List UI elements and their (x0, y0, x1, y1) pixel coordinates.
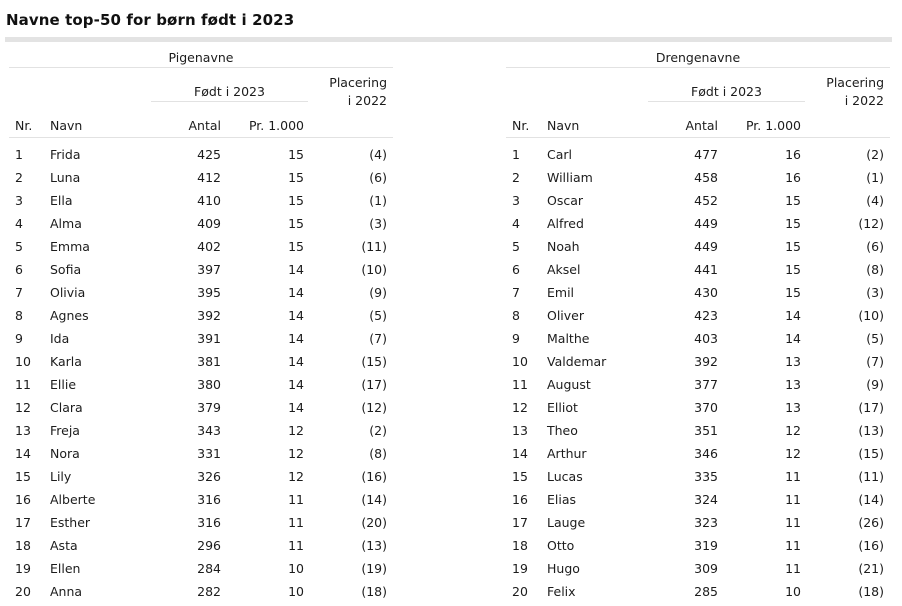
count-cell: 381 (197, 354, 221, 369)
per-thousand-cell: 10 (785, 584, 801, 599)
rank-cell: 5 (512, 239, 520, 254)
per-thousand-cell: 14 (785, 308, 801, 323)
name-cell: Oscar (547, 193, 584, 208)
table-row (506, 421, 890, 444)
table-row (506, 306, 890, 329)
count-cell: 323 (694, 515, 718, 530)
rank-cell: 17 (512, 515, 528, 530)
per-thousand-cell: 15 (288, 147, 304, 162)
rank-2022-cell: (15) (361, 354, 387, 369)
name-cell: Luna (50, 170, 81, 185)
born-2023-header: Født i 2023 (194, 84, 265, 99)
boys-group-label: Drengenavne (655, 50, 741, 65)
rank-2022-cell: (2) (866, 147, 884, 162)
table-row (506, 536, 890, 559)
table-row (506, 444, 890, 467)
boys-rows (506, 145, 890, 605)
table-row (506, 490, 890, 513)
rank-cell: 20 (512, 584, 528, 599)
column-header-pr1000: Pr. 1.000 (248, 118, 304, 133)
table-row (9, 421, 393, 444)
per-thousand-cell: 11 (785, 515, 801, 530)
rank-cell: 8 (512, 308, 520, 323)
rank-cell: 16 (15, 492, 31, 507)
count-cell: 316 (197, 515, 221, 530)
name-cell: Aksel (547, 262, 581, 277)
table-row (9, 191, 393, 214)
name-cell: Noah (547, 239, 580, 254)
count-cell: 326 (197, 469, 221, 484)
rank-2022-cell: (3) (866, 285, 884, 300)
rank-cell: 11 (15, 377, 31, 392)
subheader-divider (648, 101, 805, 102)
column-header-navn: Navn (50, 118, 83, 133)
per-thousand-cell: 13 (785, 354, 801, 369)
name-cell: Arthur (547, 446, 587, 461)
name-cell: Ella (50, 193, 73, 208)
name-cell: Lucas (547, 469, 583, 484)
count-cell: 316 (197, 492, 221, 507)
rank-2022-cell: (7) (866, 354, 884, 369)
table-row (9, 306, 393, 329)
header-divider (9, 137, 393, 138)
table-row (9, 559, 393, 582)
table-row (9, 214, 393, 237)
count-cell: 392 (694, 354, 718, 369)
table-row (506, 582, 890, 605)
per-thousand-cell: 15 (785, 216, 801, 231)
placering-header-line2: i 2022 (347, 93, 387, 108)
per-thousand-cell: 14 (288, 400, 304, 415)
table-row (9, 260, 393, 283)
born-2023-header: Født i 2023 (691, 84, 762, 99)
rank-cell: 9 (512, 331, 520, 346)
per-thousand-cell: 11 (785, 538, 801, 553)
per-thousand-cell: 11 (785, 561, 801, 576)
rank-cell: 18 (15, 538, 31, 553)
name-cell: Alberte (50, 492, 96, 507)
rank-cell: 15 (15, 469, 31, 484)
rank-cell: 9 (15, 331, 23, 346)
table-row (9, 145, 393, 168)
count-cell: 285 (694, 584, 718, 599)
name-cell: Oliver (547, 308, 585, 323)
rank-cell: 10 (15, 354, 31, 369)
column-header-navn: Navn (547, 118, 580, 133)
per-thousand-cell: 15 (288, 239, 304, 254)
rank-2022-cell: (5) (369, 308, 387, 323)
table-row (9, 329, 393, 352)
rank-cell: 19 (512, 561, 528, 576)
rank-cell: 1 (512, 147, 520, 162)
name-cell: Carl (547, 147, 572, 162)
table-row (9, 444, 393, 467)
rank-cell: 7 (512, 285, 520, 300)
per-thousand-cell: 15 (288, 216, 304, 231)
rank-2022-cell: (13) (361, 538, 387, 553)
count-cell: 458 (694, 170, 718, 185)
rank-2022-cell: (26) (858, 515, 884, 530)
rank-2022-cell: (13) (858, 423, 884, 438)
per-thousand-cell: 15 (785, 262, 801, 277)
rank-2022-cell: (12) (858, 216, 884, 231)
rank-cell: 11 (512, 377, 528, 392)
per-thousand-cell: 12 (288, 469, 304, 484)
table-row (506, 191, 890, 214)
name-cell: Nora (50, 446, 80, 461)
rank-2022-cell: (8) (866, 262, 884, 277)
rank-cell: 5 (15, 239, 23, 254)
rank-2022-cell: (15) (858, 446, 884, 461)
column-header-pr1000: Pr. 1.000 (745, 118, 801, 133)
table-row (9, 513, 393, 536)
count-cell: 346 (694, 446, 718, 461)
count-cell: 477 (694, 147, 718, 162)
count-cell: 351 (694, 423, 718, 438)
count-cell: 449 (694, 239, 718, 254)
placering-header-line1: Placering (329, 75, 387, 90)
rank-cell: 12 (15, 400, 31, 415)
name-cell: August (547, 377, 591, 392)
per-thousand-cell: 11 (785, 492, 801, 507)
per-thousand-cell: 12 (785, 446, 801, 461)
per-thousand-cell: 11 (785, 469, 801, 484)
count-cell: 430 (694, 285, 718, 300)
per-thousand-cell: 14 (288, 285, 304, 300)
table-row (9, 582, 393, 605)
rank-2022-cell: (4) (866, 193, 884, 208)
placering-header (329, 74, 387, 110)
table-row (9, 283, 393, 306)
rank-2022-cell: (17) (858, 400, 884, 415)
page-title: Navne top-50 for børn født i 2023 (6, 11, 295, 29)
rank-2022-cell: (4) (369, 147, 387, 162)
name-cell: Valdemar (547, 354, 607, 369)
count-cell: 397 (197, 262, 221, 277)
per-thousand-cell: 11 (288, 492, 304, 507)
table-row (9, 237, 393, 260)
table-row (506, 398, 890, 421)
name-cell: Olivia (50, 285, 86, 300)
name-cell: Agnes (50, 308, 89, 323)
count-cell: 423 (694, 308, 718, 323)
name-cell: Elliot (547, 400, 578, 415)
group-divider (9, 67, 393, 68)
girls-rows (9, 145, 393, 605)
per-thousand-cell: 10 (288, 561, 304, 576)
placering-header-line1: Placering (826, 75, 884, 90)
rank-cell: 10 (512, 354, 528, 369)
count-cell: 409 (197, 216, 221, 231)
table-row (506, 214, 890, 237)
table-row (506, 375, 890, 398)
per-thousand-cell: 15 (785, 193, 801, 208)
table-row (506, 145, 890, 168)
subheader-divider (151, 101, 308, 102)
rank-2022-cell: (12) (361, 400, 387, 415)
name-cell: Karla (50, 354, 82, 369)
column-header-antal: Antal (685, 118, 718, 133)
table-row (506, 467, 890, 490)
per-thousand-cell: 16 (785, 147, 801, 162)
table-row (506, 352, 890, 375)
per-thousand-cell: 16 (785, 170, 801, 185)
per-thousand-cell: 15 (288, 170, 304, 185)
rank-2022-cell: (16) (361, 469, 387, 484)
header-divider (506, 137, 890, 138)
rank-cell: 14 (512, 446, 528, 461)
table-row (9, 352, 393, 375)
name-cell: Ellie (50, 377, 77, 392)
rank-cell: 15 (512, 469, 528, 484)
rank-cell: 20 (15, 584, 31, 599)
count-cell: 324 (694, 492, 718, 507)
table-row (9, 536, 393, 559)
per-thousand-cell: 14 (288, 331, 304, 346)
rank-2022-cell: (21) (858, 561, 884, 576)
count-cell: 319 (694, 538, 718, 553)
rank-cell: 17 (15, 515, 31, 530)
rank-2022-cell: (11) (858, 469, 884, 484)
column-header-antal: Antal (188, 118, 221, 133)
per-thousand-cell: 14 (288, 354, 304, 369)
rank-2022-cell: (17) (361, 377, 387, 392)
rank-cell: 16 (512, 492, 528, 507)
table-row (506, 237, 890, 260)
rank-2022-cell: (8) (369, 446, 387, 461)
rank-2022-cell: (20) (361, 515, 387, 530)
rank-2022-cell: (6) (369, 170, 387, 185)
table-row (9, 467, 393, 490)
rank-2022-cell: (14) (858, 492, 884, 507)
count-cell: 402 (197, 239, 221, 254)
table-row (506, 513, 890, 536)
table-row (506, 559, 890, 582)
rank-cell: 13 (512, 423, 528, 438)
per-thousand-cell: 13 (785, 400, 801, 415)
name-cell: Emma (50, 239, 90, 254)
count-cell: 380 (197, 377, 221, 392)
count-cell: 412 (197, 170, 221, 185)
rank-cell: 1 (15, 147, 23, 162)
table-row (9, 398, 393, 421)
name-cell: Sofia (50, 262, 82, 277)
name-cell: Hugo (547, 561, 580, 576)
rank-cell: 3 (512, 193, 520, 208)
rank-2022-cell: (19) (361, 561, 387, 576)
name-cell: Esther (50, 515, 91, 530)
rank-2022-cell: (11) (361, 239, 387, 254)
name-cell: Lauge (547, 515, 586, 530)
rank-2022-cell: (18) (858, 584, 884, 599)
rank-cell: 7 (15, 285, 23, 300)
count-cell: 377 (694, 377, 718, 392)
per-thousand-cell: 13 (785, 377, 801, 392)
per-thousand-cell: 15 (785, 239, 801, 254)
count-cell: 395 (197, 285, 221, 300)
name-cell: Asta (50, 538, 78, 553)
per-thousand-cell: 15 (785, 285, 801, 300)
rank-cell: 13 (15, 423, 31, 438)
name-cell: Anna (50, 584, 83, 599)
count-cell: 335 (694, 469, 718, 484)
column-header-nr: Nr. (15, 118, 33, 133)
count-cell: 449 (694, 216, 718, 231)
rank-2022-cell: (14) (361, 492, 387, 507)
per-thousand-cell: 12 (785, 423, 801, 438)
table-row (506, 283, 890, 306)
table-row (506, 260, 890, 283)
rank-cell: 12 (512, 400, 528, 415)
rank-2022-cell: (2) (369, 423, 387, 438)
rank-2022-cell: (18) (361, 584, 387, 599)
rank-2022-cell: (5) (866, 331, 884, 346)
rank-cell: 3 (15, 193, 23, 208)
per-thousand-cell: 11 (288, 538, 304, 553)
name-cell: Malthe (547, 331, 590, 346)
name-cell: Ellen (50, 561, 81, 576)
count-cell: 392 (197, 308, 221, 323)
rank-cell: 6 (512, 262, 520, 277)
title-divider (5, 37, 892, 42)
rank-cell: 18 (512, 538, 528, 553)
group-divider (506, 67, 890, 68)
count-cell: 331 (197, 446, 221, 461)
count-cell: 391 (197, 331, 221, 346)
name-cell: Lily (50, 469, 72, 484)
name-cell: Clara (50, 400, 83, 415)
name-cell: Felix (547, 584, 576, 599)
per-thousand-cell: 14 (288, 308, 304, 323)
rank-2022-cell: (3) (369, 216, 387, 231)
table-row (9, 375, 393, 398)
rank-cell: 8 (15, 308, 23, 323)
count-cell: 284 (197, 561, 221, 576)
count-cell: 370 (694, 400, 718, 415)
name-cell: Emil (547, 285, 575, 300)
count-cell: 282 (197, 584, 221, 599)
name-cell: William (547, 170, 593, 185)
rank-2022-cell: (6) (866, 239, 884, 254)
name-cell: Frida (50, 147, 81, 162)
placering-header (826, 74, 884, 110)
girls-group-label: Pigenavne (168, 50, 234, 65)
per-thousand-cell: 14 (288, 262, 304, 277)
count-cell: 441 (694, 262, 718, 277)
rank-cell: 2 (512, 170, 520, 185)
rank-2022-cell: (7) (369, 331, 387, 346)
per-thousand-cell: 10 (288, 584, 304, 599)
per-thousand-cell: 12 (288, 423, 304, 438)
name-cell: Theo (547, 423, 578, 438)
rank-2022-cell: (1) (369, 193, 387, 208)
count-cell: 343 (197, 423, 221, 438)
rank-2022-cell: (9) (866, 377, 884, 392)
rank-2022-cell: (10) (858, 308, 884, 323)
name-cell: Ida (50, 331, 70, 346)
placering-header-line2: i 2022 (844, 93, 884, 108)
table-row (9, 168, 393, 191)
name-cell: Alfred (547, 216, 584, 231)
per-thousand-cell: 12 (288, 446, 304, 461)
count-cell: 452 (694, 193, 718, 208)
rank-2022-cell: (1) (866, 170, 884, 185)
column-header-nr: Nr. (512, 118, 530, 133)
rank-2022-cell: (10) (361, 262, 387, 277)
per-thousand-cell: 15 (288, 193, 304, 208)
rank-cell: 14 (15, 446, 31, 461)
count-cell: 309 (694, 561, 718, 576)
name-cell: Freja (50, 423, 80, 438)
count-cell: 403 (694, 331, 718, 346)
rank-cell: 2 (15, 170, 23, 185)
rank-cell: 4 (512, 216, 520, 231)
per-thousand-cell: 11 (288, 515, 304, 530)
count-cell: 410 (197, 193, 221, 208)
count-cell: 425 (197, 147, 221, 162)
per-thousand-cell: 14 (288, 377, 304, 392)
count-cell: 296 (197, 538, 221, 553)
rank-2022-cell: (9) (369, 285, 387, 300)
table-row (506, 329, 890, 352)
name-cell: Alma (50, 216, 82, 231)
rank-cell: 6 (15, 262, 23, 277)
name-cell: Otto (547, 538, 575, 553)
rank-cell: 4 (15, 216, 23, 231)
rank-2022-cell: (16) (858, 538, 884, 553)
per-thousand-cell: 14 (785, 331, 801, 346)
name-cell: Elias (547, 492, 577, 507)
rank-cell: 19 (15, 561, 31, 576)
count-cell: 379 (197, 400, 221, 415)
table-row (506, 168, 890, 191)
table-row (9, 490, 393, 513)
